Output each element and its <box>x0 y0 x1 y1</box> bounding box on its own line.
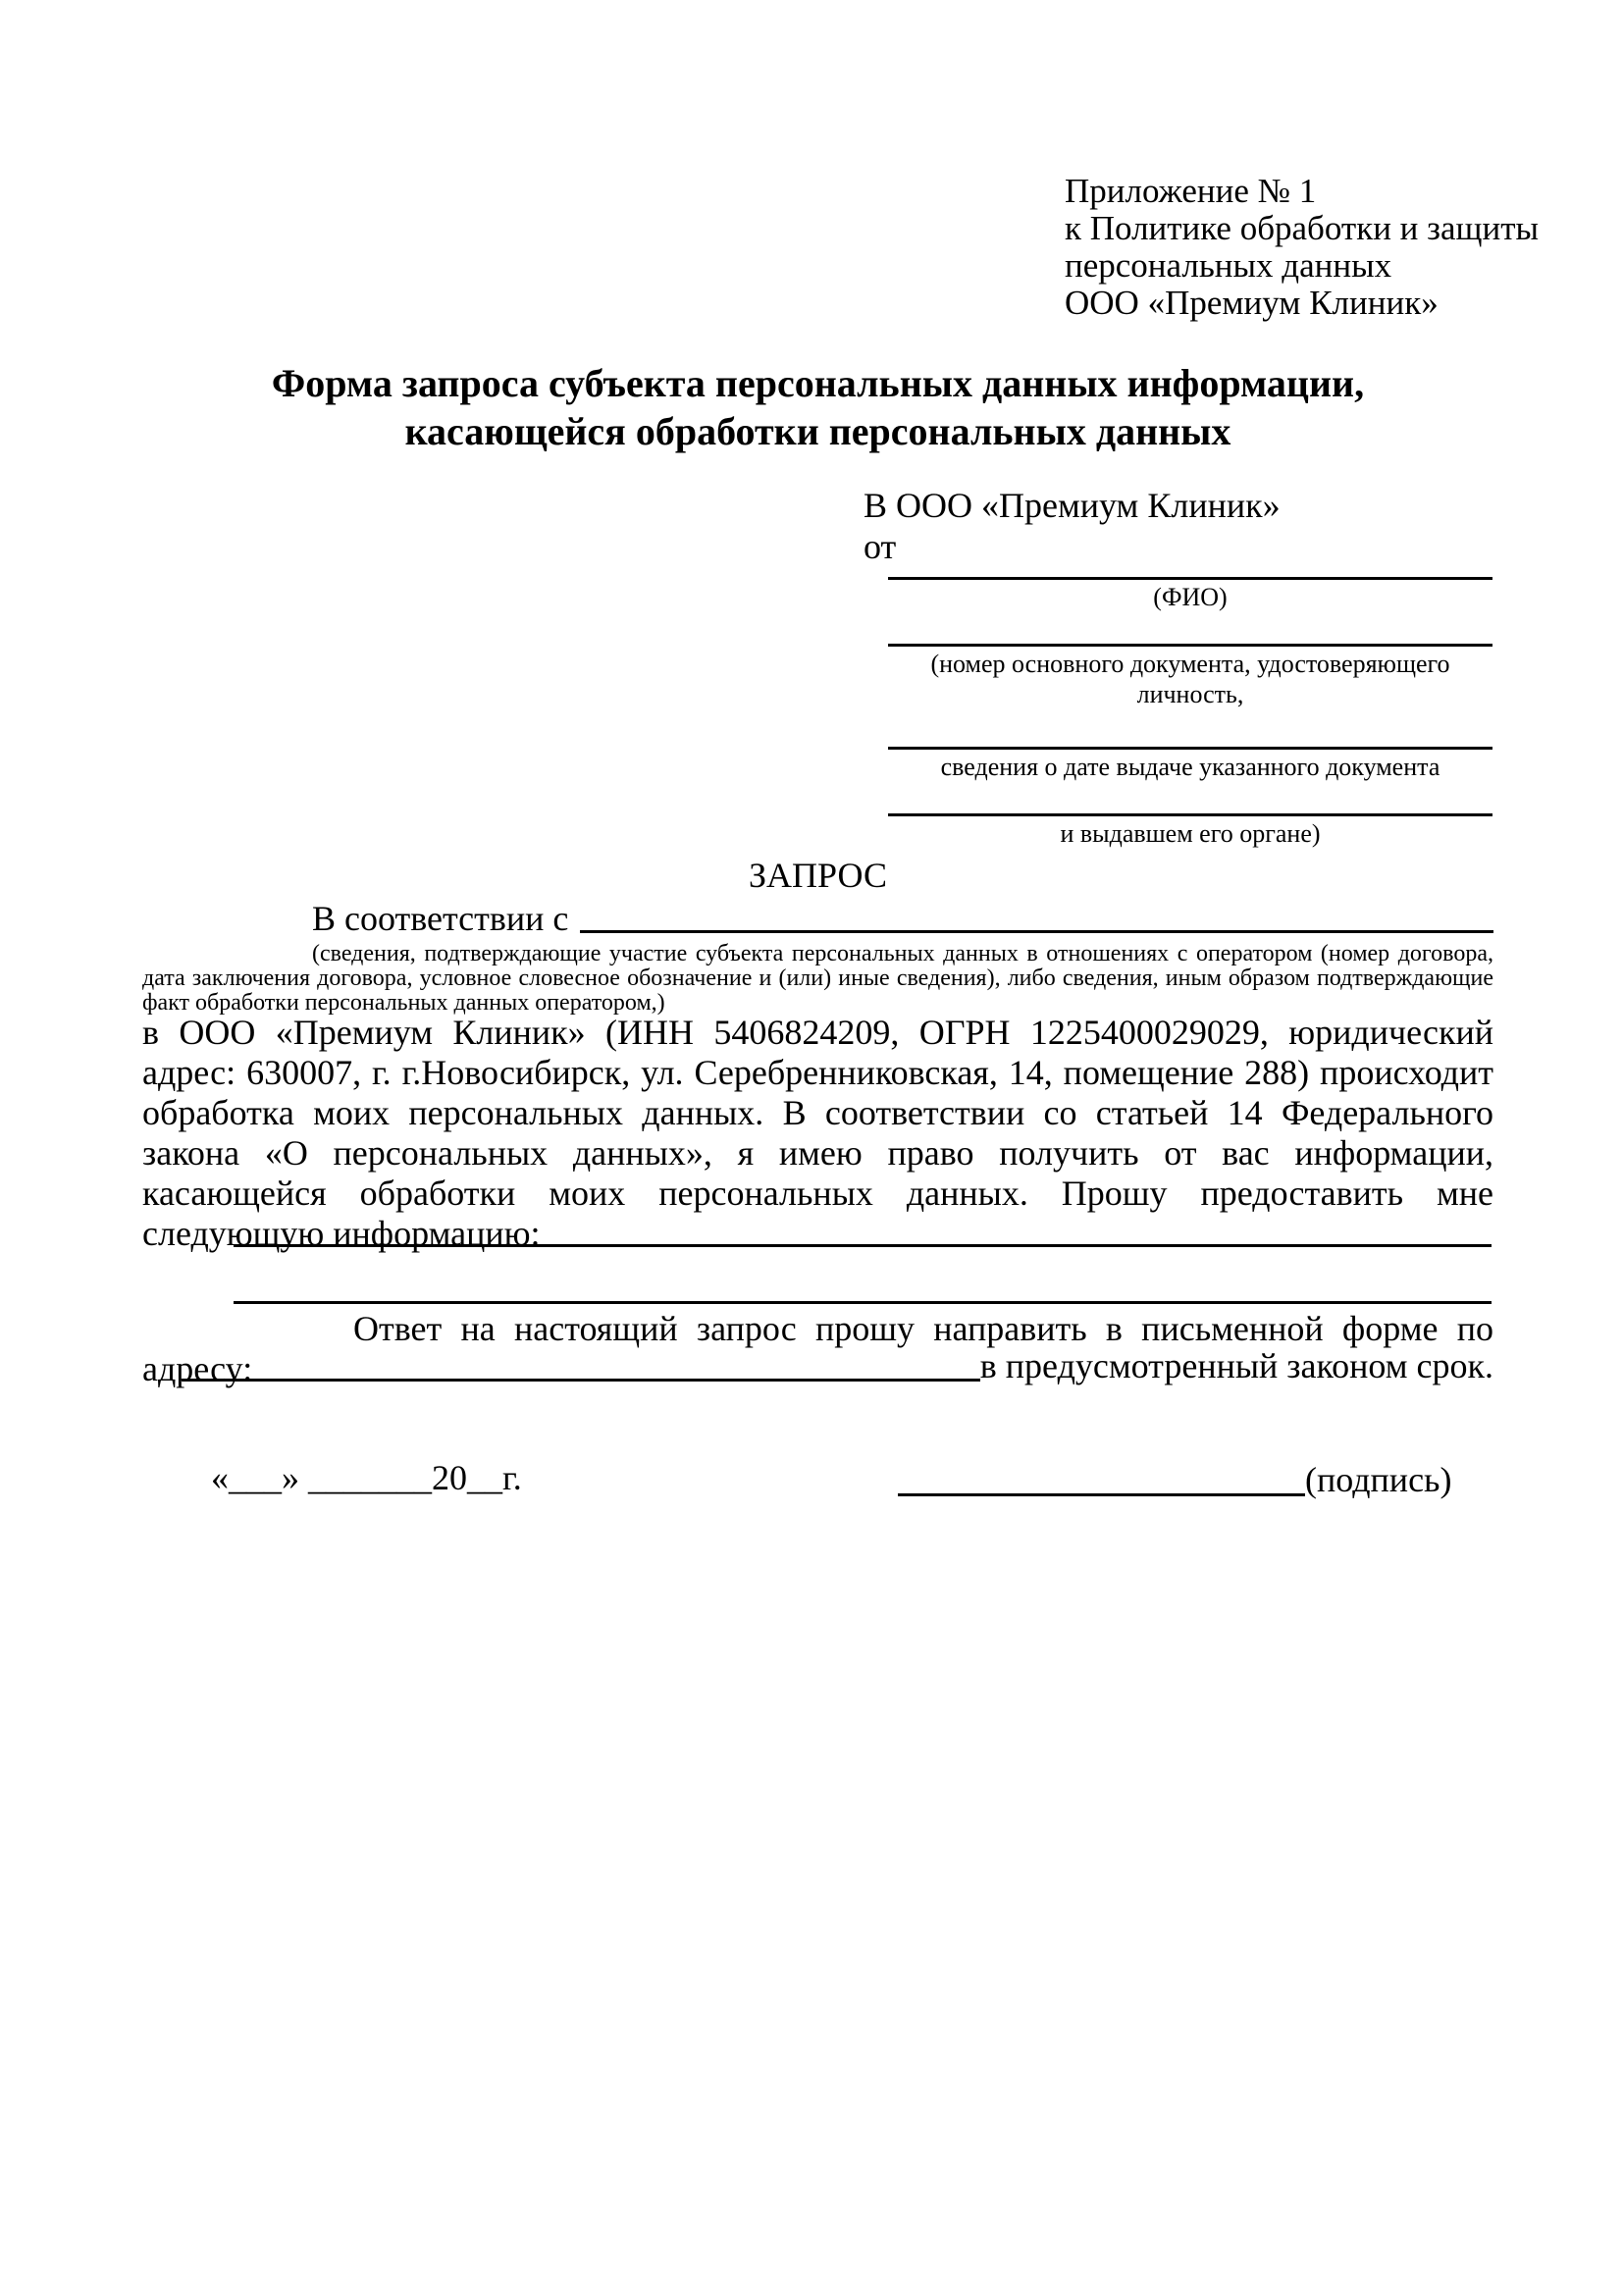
document-number-field <box>888 644 1492 709</box>
appendix-line: персональных данных <box>1065 246 1392 285</box>
request-heading: ЗАПРОС <box>749 856 887 895</box>
signature-write-in-line <box>898 1458 1305 1496</box>
appendix-line: ООО «Премиум Клиник» <box>1065 284 1439 322</box>
fio-field <box>888 577 1492 612</box>
signature-caption: (подпись) <box>1305 1460 1452 1499</box>
issue-organ-field-caption: и выдавшем его органе) <box>1060 819 1321 848</box>
request-body-paragraph: в ООО «Премиум Клиник» (ИНН 5406824209, ОГРН 1225400029029, юридический адрес: 630007, г. г.Новосибирск, ул. Серебренниковская, 14, помещение 288) происходит обработка моих персональных данных. В соответствии со статьей 14 Федерального закона «О персональных данных», я имею право получить от вас информации, касающейся обработки моих персональных данных. Прошу предоставить мне следующую информацию: <box>142 1013 1493 1253</box>
appendix-reference-block <box>1065 173 1539 322</box>
issue-date-field-caption: сведения о дате выдаче указанного документа <box>940 753 1440 781</box>
issue-date-field <box>888 747 1492 782</box>
appendix-line: к Политике обработки и защиты <box>1065 209 1540 247</box>
fio-field-caption: (ФИО) <box>1153 583 1228 611</box>
document-number-field-caption: (номер основного документа, удостоверяющего личность, <box>930 650 1450 708</box>
addressee-block <box>864 485 1281 567</box>
issue-organ-field <box>888 813 1492 849</box>
applicant-fields <box>888 577 1492 880</box>
addressee-organization: В ООО «Премиум Клиник» <box>864 486 1281 525</box>
accordance-write-in-line <box>580 901 1493 933</box>
answer-write-in-line-1 <box>234 1244 1492 1247</box>
reply-request-sentence: Ответ на настоящий запрос прошу направить в письменной форме по адресу: <box>142 1309 1493 1388</box>
reply-address-write-in-line <box>182 1349 980 1382</box>
document-title-line: касающейся обработки персональных данных <box>404 409 1231 453</box>
signature-block <box>898 1458 1451 1500</box>
document-title-line: Форма запроса субъекта персональных данных информации, <box>271 361 1365 405</box>
answer-write-in-line-2 <box>234 1301 1492 1304</box>
reply-tail-text: в предусмотренный законом срок. <box>979 1346 1493 1385</box>
reply-address-row <box>182 1346 1493 1386</box>
accordance-row <box>142 899 1493 939</box>
document-title <box>142 359 1493 455</box>
accordance-label: В соответствии с <box>312 899 569 938</box>
appendix-line: Приложение № 1 <box>1065 172 1317 210</box>
addressee-from-label: от <box>864 527 897 566</box>
accordance-footnote: (сведения, подтверждающие участие субъекта персональных данных в отношениях с оператором (номер договора, дата заключения договора, условное словесное обозначение и (или) иные сведения), либо сведения, иным образом подтверждающие факт обработки персональных данных оператором,) <box>142 941 1493 1016</box>
date-write-in-line: «___» _______20__г. <box>211 1458 522 1497</box>
